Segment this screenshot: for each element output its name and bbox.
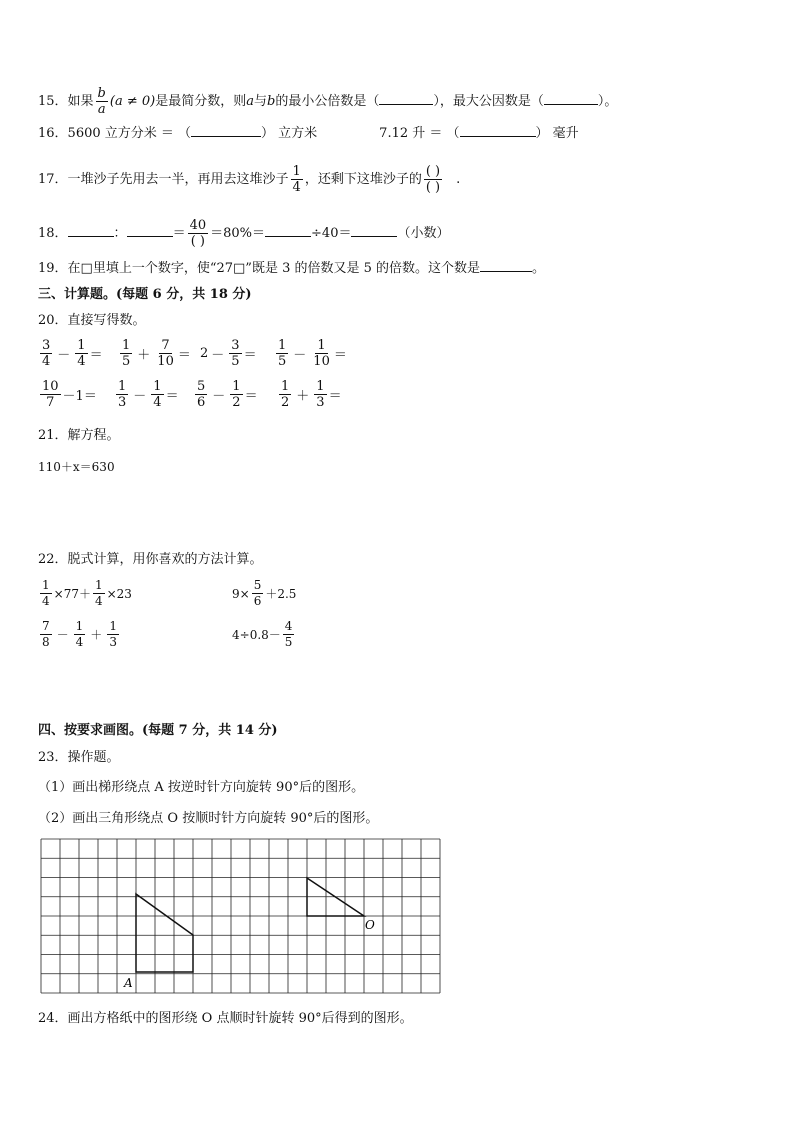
answer-blank[interactable] [544,92,598,105]
section-3-title: 三、计算题。(每题 6 分，共 18 分) [38,287,252,302]
q20-expr-2: $\frac{1}{5}$ ＋ $\frac{7}{10}$ ＝ [122,338,191,369]
q21-equation: 110＋x＝630 [38,460,115,474]
answer-blank[interactable] [460,124,536,137]
q15-condition: (a ≠ 0) [109,94,156,109]
answer-blank[interactable] [265,224,311,237]
answer-blank[interactable] [379,92,433,105]
answer-blank[interactable] [480,259,532,272]
q17-answer-fraction[interactable]: $\frac{( )}{( )}$ [425,164,441,195]
q23-sub-2: （2）画出三角形绕点 O 按顺时针方向旋转 90°后的图形。 [38,811,379,826]
q20-expr-7: $\frac{5}{6}$ － $\frac{1}{2}$ ＝ [197,379,258,410]
question-21-title: 21．解方程。 [38,428,120,443]
answer-blank[interactable] [191,124,261,137]
q22-expr-4: 4÷0.8－ $\frac{4}{5}$ [232,619,293,649]
answer-blank[interactable] [68,224,114,237]
question-23-title: 23．操作题。 [38,750,120,765]
answer-blank[interactable] [351,224,397,237]
q22-expr-3: $\frac{7}{8}$ － $\frac{1}{4}$ ＋ $\frac{1}{3}$ [42,619,117,649]
question-17: 17．一堆沙子先用去一半，再用去这堆沙子 $\frac{1}{4}$ ，还剩下这堆沙子的 $\frac{( )}{( )}$ . [38,164,461,195]
question-20-title: 20．直接写得数。 [38,313,146,328]
q20-expr-4: $\frac{1}{5}$ － $\frac{1}{10}$ ＝ [278,338,347,369]
grid-lines [41,839,440,993]
point-a-label: A [124,976,133,990]
question-19: 19．在□里填上一个数字，使“27□”既是 3 的倍数又是 5 的倍数。这个数是 。 [38,261,546,276]
question-22-title: 22．脱式计算，用你喜欢的方法计算。 [38,552,263,567]
q20-expr-5: $\frac{10}{7}$ －1＝ [42,379,97,410]
question-15: 15．如果 $\frac{b}{a}$ (a ≠ 0)是最简分数，则a与b的最小公倍数是（ ），最大公因数是（ ）。 [38,86,618,117]
section-4-title: 四、按要求画图。(每题 7 分，共 14 分) [38,723,278,738]
q15-fraction: $\frac{b}{a}$ [97,86,106,117]
q22-expr-2: 9× $\frac{5}{6}$ ＋2.5 [232,578,297,608]
q22-expr-1: $\frac{1}{4}$ ×77＋ $\frac{1}{4}$ ×23 [42,578,132,608]
trapezoid-shape [136,894,193,972]
q23-sub-1: （1）画出梯形绕点 A 按逆时针方向旋转 90°后的图形。 [38,780,365,795]
q15-prefix: 15．如果 [38,94,94,109]
q23-grid[interactable] [40,838,442,998]
q20-expr-3: 2 － $\frac{3}{5}$ ＝ [200,338,257,369]
q20-expr-8: $\frac{1}{2}$ ＋ $\frac{1}{3}$ ＝ [281,379,342,410]
answer-blank[interactable] [127,224,173,237]
point-o-label: O [365,918,375,932]
q18-fraction: $\frac{40}{( )}$ [189,218,207,249]
question-24-title: 24．画出方格纸中的图形绕 O 点顺时针旋转 90°后得到的图形。 [38,1011,413,1026]
q20-expr-1: $\frac{3}{4}$ － $\frac{1}{4}$ ＝ [42,338,103,369]
question-16: 16．5600 立方分米 ＝ （ ） 立方米 7.12 升 ＝ （ ） 毫升 [38,126,579,141]
q17-fraction: $\frac{1}{4}$ [292,164,301,195]
q20-expr-6: $\frac{1}{3}$ － $\frac{1}{4}$ ＝ [118,379,179,410]
question-18: 18． ： ＝ $\frac{40}{( )}$ ＝80%＝ ÷40＝ （小数） [38,218,450,249]
